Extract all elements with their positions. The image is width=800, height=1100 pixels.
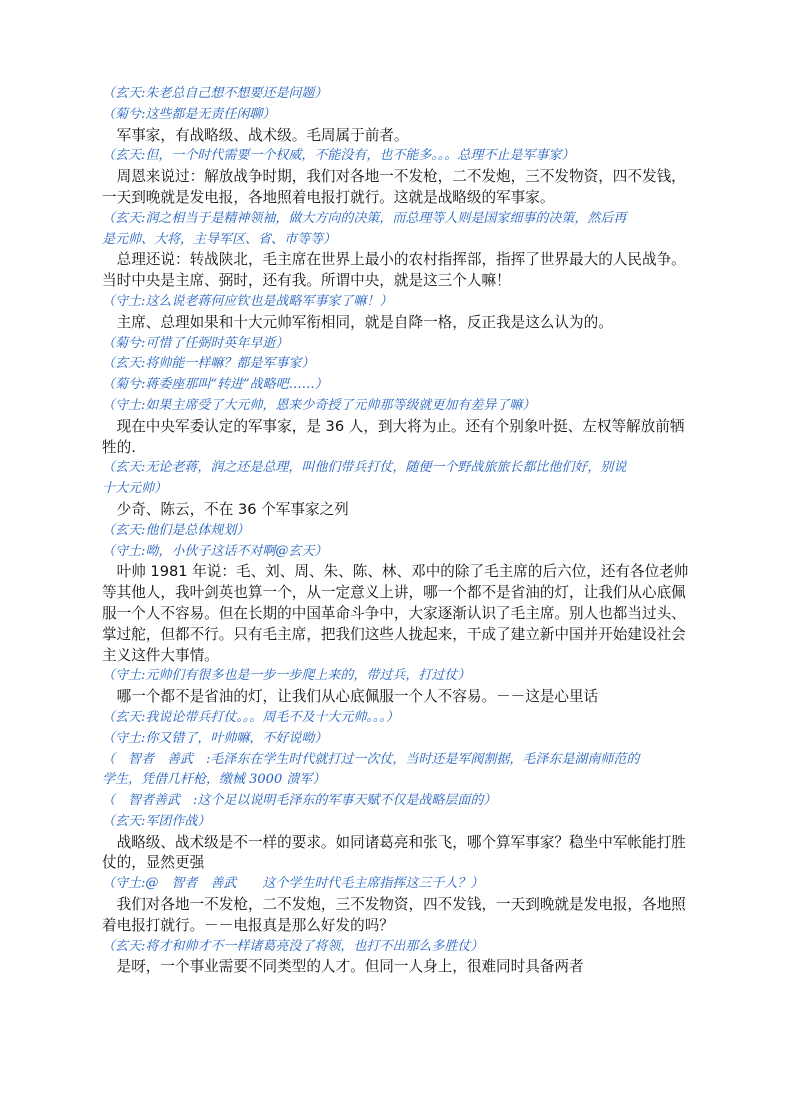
comment-line: （玄天:将帅能一样嘛？都是军事家） bbox=[102, 356, 315, 372]
comment-line: （菊兮:这些都是无责任闲聊） bbox=[102, 106, 276, 122]
body-line: 周恩来说过：解放战争时期，我们对各地一不发枪，二不发炮，三不发物资，四不发钱， bbox=[102, 168, 686, 186]
comment-line: （守土:呦，小伙子这话不对啊@玄天） bbox=[102, 543, 328, 559]
body-line: 现在中央军委认定的军事家，是 36 人，到大将为止。还有个别象叶挺、左权等解放前牺 bbox=[102, 417, 685, 435]
comment-line: 学生，凭借几杆枪，缴械 3000 溃军） bbox=[102, 772, 326, 788]
comment-line: （ 智者 善武 :毛泽东在学生时代就打过一次仗，当时还是军阀割据，毛泽东是湖南师范的 bbox=[102, 751, 640, 767]
body-line: 军事家，有战略级、战术级。毛周属于前者。 bbox=[102, 126, 409, 144]
body-line: 服一个人不容易。但在长期的中国革命斗争中，大家逐渐认识了毛主席。别人也都当过头、 bbox=[102, 604, 686, 622]
body-line: 主席、总理如果和十大元帅军衔相同，就是自降一格，反正我是这么认为的。 bbox=[102, 313, 613, 331]
body-line: 着电报打就行。－－电报真是那么好发的吗？ bbox=[102, 916, 394, 934]
body-line: 主义这件大事情。 bbox=[102, 646, 219, 664]
comment-line: （玄天:无论老蒋，润之还是总理，叫他们带兵打仗，随便一个野战旅旅长都比他们好，别说 bbox=[102, 460, 627, 476]
comment-line: 十大元帅） bbox=[102, 481, 168, 497]
comment-line: （守土:你又错了，叶帅嘛，不好说呦） bbox=[102, 730, 328, 746]
comment-line: （玄天:我说论带兵打仗。。。周毛不及十大元帅。。。） bbox=[102, 709, 399, 725]
body-line: 掌过舵，但都不行。只有毛主席，把我们这些人拢起来，干成了建立新中国并开始建设社会 bbox=[102, 625, 686, 643]
body-line: 一天到晚就是发电报，各地照着电报打就行。这就是战略级的军事家。 bbox=[102, 188, 555, 206]
body-line: 牲的. bbox=[102, 438, 136, 456]
body-line: 等其他人，我叶剑英也算一个，从一定意义上讲，哪一个都不是省油的灯，让我们从心底佩 bbox=[102, 584, 686, 602]
body-line: 哪一个都不是省油的灯，让我们从心底佩服一个人不容易。－－这是心里话 bbox=[102, 688, 599, 706]
body-line: 叶帅 1981 年说：毛、刘、周、朱、陈、林、邓中的除了毛主席的后六位，还有各位老帅 bbox=[102, 563, 689, 581]
comment-line: （玄天:但，一个时代需要一个权威，不能没有，也不能多。。。总理不止是军事家） bbox=[102, 148, 575, 164]
comment-line: （玄天:军团作战） bbox=[102, 813, 211, 829]
comment-line: （守土:这么说老蒋何应钦也是战略军事家了嘛！） bbox=[102, 293, 393, 309]
body-line: 当时中央是主席、弼时，还有我。所谓中央，就是这三个人嘛！ bbox=[102, 272, 511, 290]
body-line: 我们对各地一不发枪，二不发炮，三不发物资，四不发钱，一天到晚就是发电报，各地照 bbox=[102, 896, 686, 914]
comment-line: （守土:元帅们有很多也是一步一步爬上来的，带过兵，打过仗） bbox=[102, 668, 471, 684]
body-line: 总理还说：转战陕北，毛主席在世界上最小的农村指挥部，指挥了世界最大的人民战争。 bbox=[102, 251, 686, 269]
comment-line: （菊兮:可惜了任弼时英年早逝） bbox=[102, 335, 289, 351]
document-body bbox=[102, 84, 687, 978]
body-line: 仗的，显然更强 bbox=[102, 854, 205, 872]
comment-line: （玄天:润之相当于是精神领袖，做大方向的决策，而总理等人则是国家细事的决策，然后再 bbox=[102, 210, 627, 226]
body-line: 战略级、战术级是不一样的要求。如同诸葛亮和张飞，哪个算军事家？稳坐中军帐能打胜 bbox=[102, 833, 686, 851]
comment-line: （玄天:朱老总自己想不想要还是问题） bbox=[102, 86, 328, 101]
comment-line: （菊兮:蒋委座那叫“转进”战略吧……） bbox=[102, 377, 328, 393]
comment-line: （玄天:他们是总体规划） bbox=[102, 522, 250, 538]
comment-line: 是元帅、大将，主导军区、省、市等等） bbox=[102, 231, 337, 247]
body-line: 是呀，一个事业需要不同类型的人才。但同一人身上，很难同时具备两者 bbox=[102, 958, 584, 976]
comment-line: （ 智者善武 :这个足以说明毛泽东的军事天赋不仅是战略层面的） bbox=[102, 793, 497, 809]
comment-line: （玄天:将才和帅才不一样诸葛亮没了将领，也打不出那么多胜仗） bbox=[102, 938, 484, 954]
comment-line: （守土:@ 智者 善武 这个学生时代毛主席指挥这三千人？） bbox=[102, 876, 484, 892]
body-line: 少奇、陈云，不在 36 个军事家之列 bbox=[102, 500, 349, 518]
comment-line: （守土:如果主席受了大元帅，恩来少奇授了元帅那等级就更加有差异了嘛） bbox=[102, 397, 536, 413]
